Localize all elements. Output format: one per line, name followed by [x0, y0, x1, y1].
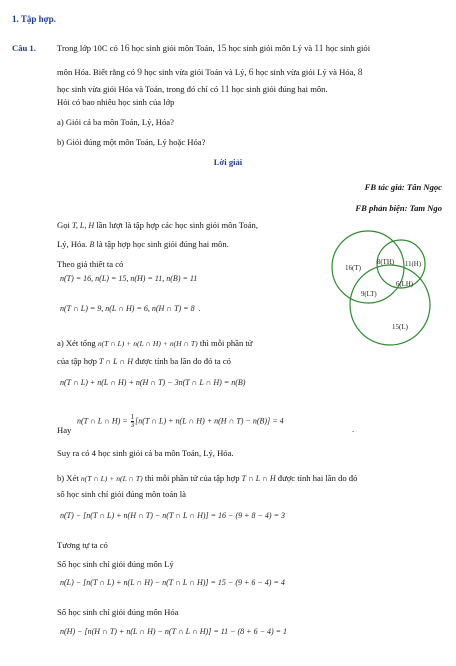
- equation-6: n(L) − [n(T ∩ L) + n(L ∩ H) − n(T ∩ L ∩ H)] = 15 − (9 + 6 − 4) = 4: [60, 578, 285, 587]
- circle-ly: [350, 265, 430, 345]
- ly-text: Số học sinh chỉ giỏi đúng môn Lý: [57, 559, 174, 569]
- part-b-line-2: số học sinh chỉ giỏi đúng môn toán là: [57, 489, 186, 499]
- solution-heading: Lời giải: [213, 157, 243, 167]
- suy-ra: Suy ra có 4 học sinh giỏi cả ba môn Toán, Lý, Hóa.: [57, 448, 234, 458]
- goi-line-1: Gọi T, L, H lần lượt là tập hợp các học sinh giỏi môn Toán,: [57, 220, 258, 230]
- equation-7: n(H) − [n(H ∩ T) + n(L ∩ H) − n(T ∩ L ∩ H)] = 11 − (8 + 6 − 4) = 1: [60, 627, 288, 636]
- hoa-text: Số học sinh chỉ giỏi đúng môn Hóa: [57, 607, 179, 617]
- problem-line-2: môn Hóa. Biết rằng có 9 học sinh vừa giỏi Toán và Lý, 6 học sinh vừa giỏi Lý và Hóa, 8: [57, 67, 363, 78]
- equation-2: n(T ∩ L) = 9, n(L ∩ H) = 6, n(H ∩ T) = 8 .: [60, 304, 201, 313]
- problem-line-3: học sinh vừa giỏi Hóa và Toán, trong đó chỉ có 11 học sinh giỏi đúng hai môn.: [57, 84, 328, 95]
- part-b-line-1: b) Xét n(T ∩ L) + n(L ∩ T) thì mỗi phần tử của tập hợp T ∩ L ∩ H được tính hai lần do đó: [57, 473, 358, 483]
- label-lh: 6(LH): [396, 281, 413, 288]
- label-th: 8(TH): [377, 259, 394, 266]
- tuong-tu: Tương tự ta có: [57, 540, 108, 550]
- problem-line-1: Trong lớp 10C có 16 học sinh giỏi môn Toán, 15 học sinh giỏi môn Lý và 11 học sinh giỏi: [57, 43, 371, 54]
- section-title: 1. Tập hợp.: [12, 14, 56, 24]
- hay-label: Hay: [57, 425, 72, 435]
- label-tl: 9(LT): [361, 291, 377, 298]
- problem-label: Câu 1.: [12, 43, 36, 53]
- question-a: a) Giỏi cả ba môn Toán, Lý, Hóa?: [57, 117, 174, 127]
- question-b: b) Giỏi đúng một môn Toán, Lý hoặc Hóa?: [57, 137, 206, 147]
- part-a-line-1: a) Xét tổng n(T ∩ L) + n(L ∩ H) + n(H ∩ T) thì mỗi phần tử: [57, 338, 253, 348]
- label-h: 11(H): [405, 261, 421, 268]
- venn-diagram: [325, 225, 447, 350]
- equation-1: n(T) = 16, n(L) = 15, n(H) = 11, n(B) = 11: [60, 274, 198, 283]
- goi-line-2: Lý, Hóa. B là tập hợp học sinh giỏi đúng hai môn.: [57, 239, 229, 249]
- equation-4-dot: .: [352, 424, 355, 434]
- equation-3: n(T ∩ L) + n(L ∩ H) + n(H ∩ T) − 3n(T ∩ L ∩ H) = n(B): [60, 378, 246, 387]
- problem-line-4: Hỏi có bao nhiêu học sinh của lớp: [57, 97, 175, 107]
- equation-4: n(T ∩ L ∩ H) = $\frac{1}{3}$ [n(T ∩ L) + n(L ∩ H) + n(H ∩ T) − n(B)] = 4: [77, 413, 284, 429]
- reviewer-credit: FB phản biện: Tam Ngo: [355, 203, 442, 213]
- equation-5: n(T) − [n(T ∩ L) + n(H ∩ T) − n(T ∩ L ∩ H)] = 16 − (9 + 8 − 4) = 3: [60, 511, 285, 520]
- label-l: 15(L): [392, 323, 408, 331]
- theo-gia-thiet: Theo giả thiết ta có: [57, 259, 124, 269]
- part-a-line-2: của tập hợp T ∩ L ∩ H được tính ba lần do đó ta có: [57, 356, 231, 366]
- label-t: 16(T): [345, 264, 361, 272]
- author-credit: FB tác giả: Tân Ngọc: [364, 182, 442, 192]
